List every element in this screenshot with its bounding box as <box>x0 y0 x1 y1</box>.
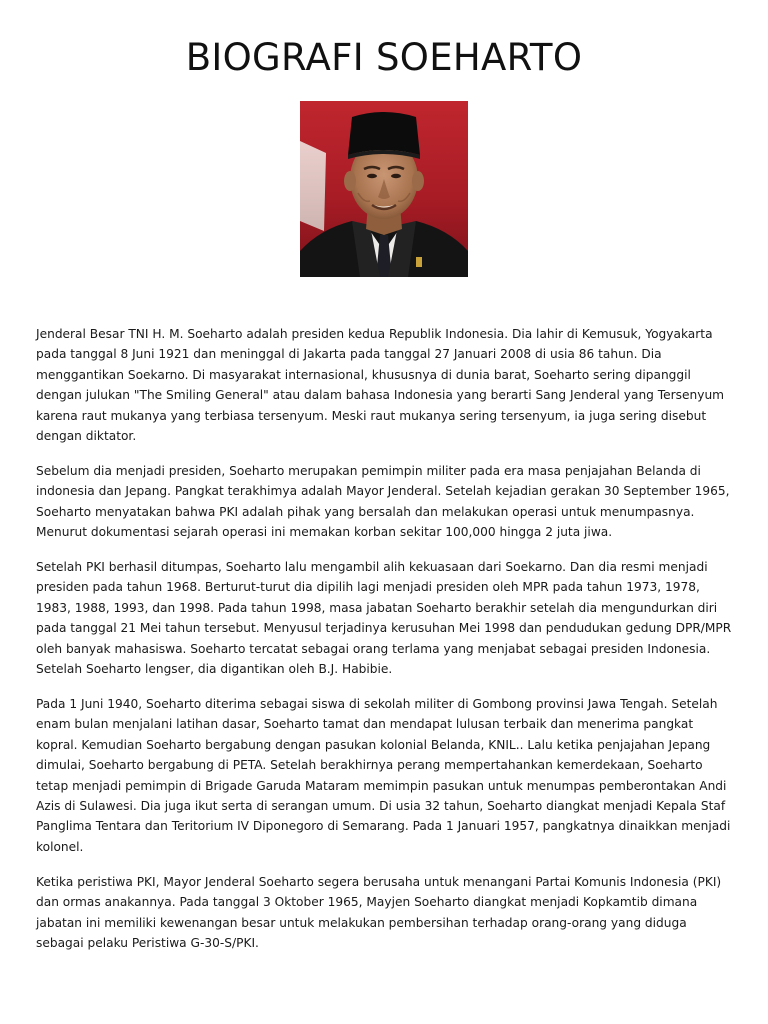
paragraph-3: Setelah PKI berhasil ditumpas, Soeharto lalu mengambil alih kekuasaan dari Soekarno. Dan dia resmi menjadi presiden pada tahun 1968. Berturut-turut dia dipilih lagi menjadi presiden oleh MPR pada tahun 1973, 1978, 1983, 1988, 1993, dan 1998. Pada tahun 1998, masa jabatan Soeharto berakhir setelah dia mengundurkan diri pada tanggal 21 Mei tahun tersebut. Menyusul terjadinya kerusuhan Mei 1998 dan pendudukan gedung DPR/MPR oleh banyak mahasiswa. Soeharto tercatat sebagai orang terlama yang menjabat sebagai presiden Indonesia. Setelah Soeharto lengser, dia digantikan oleh B.J. Habibie. <box>36 560 732 677</box>
paragraph-1: Jenderal Besar TNI H. M. Soeharto adalah presiden kedua Republik Indonesia. Dia lahir di Kemusuk, Yogyakarta pada tanggal 8 Juni 1921 dan meninggal di Jakarta pada tanggal 27 Januari 2008 di usia 86 tahun. Dia menggantikan Soekarno. Di masyarakat internasional, khususnya di dunia barat, Soeharto sering dipanggil dengan julukan "The Smiling General" atau dalam bahasa Indonesia yang berarti Sang Jenderal yang Tersenyum karena raut mukanya yang terbiasa tersenyum. Meski raut mukanya sering tersenyum, ia juga sering disebut dengan diktator. <box>36 327 725 444</box>
paragraph-2: Sebelum dia menjadi presiden, Soeharto merupakan pemimpin militer pada era masa penjajahan Belanda di indonesia dan Jepang. Pangkat terakhimya adalah Mayor Jenderal. Setelah kejadian gerakan 30 September 1965, Soeharto menyatakan bahwa PKI adalah pihak yang bersalah dan melakukan operasi untuk menumpasnya. Menurut dokumentasi sejarah operasi ini memakan korban sekitar 100,000 hingga 2 juta jiwa. <box>36 463 730 540</box>
biography-text <box>36 324 736 968</box>
portrait-photo <box>300 101 468 277</box>
paragraph-5: Ketika peristiwa PKI, Mayor Jenderal Soeharto segera berusaha untuk menangani Partai Komunis Indonesia (PKI) dan ormas anakannya. Pada tanggal 3 Oktober 1965, Mayjen Soeharto diangkat menjadi Kopkamtib dimana jabatan ini memiliki kewenangan besar untuk melakukan pembersihan terhadap orang-orang yang diduga sebagai pelaku Peristiwa G-30-S/PKI. <box>36 874 722 950</box>
paragraph-4: Pada 1 Juni 1940, Soeharto diterima sebagai siswa di sekolah militer di Gombong provinsi Jawa Tengah. Setelah enam bulan menjalani latihan dasar, Soeharto tamat dan mendapat lulusan terbaik dan menerima pangkat kopral. Kemudian Soeharto bergabung dengan pasukan kolonial Belanda, KNIL.. Lalu ketika penjajahan Jepang dimulai, Soeharto bergabung di PETA. Setelah berakhirnya perang mempertahankan kemerdekaan, Soeharto tetap menjadi pemimpin di Brigade Garuda Mataram memimpin pasukan untuk menumpas pemberontakan Andi Azis di Sulawesi. Dia juga ikut serta di serangan umum. Di usia 32 tahun, Soeharto diangkat menjadi Kepala Staf Panglima Tentara dan Teritorium IV Diponegoro di Semarang. Pada 1 Januari 1957, pangkatnya dinaikkan menjadi kolonel. <box>36 697 731 854</box>
page-title: BIOGRAFI SOEHARTO <box>185 36 583 79</box>
